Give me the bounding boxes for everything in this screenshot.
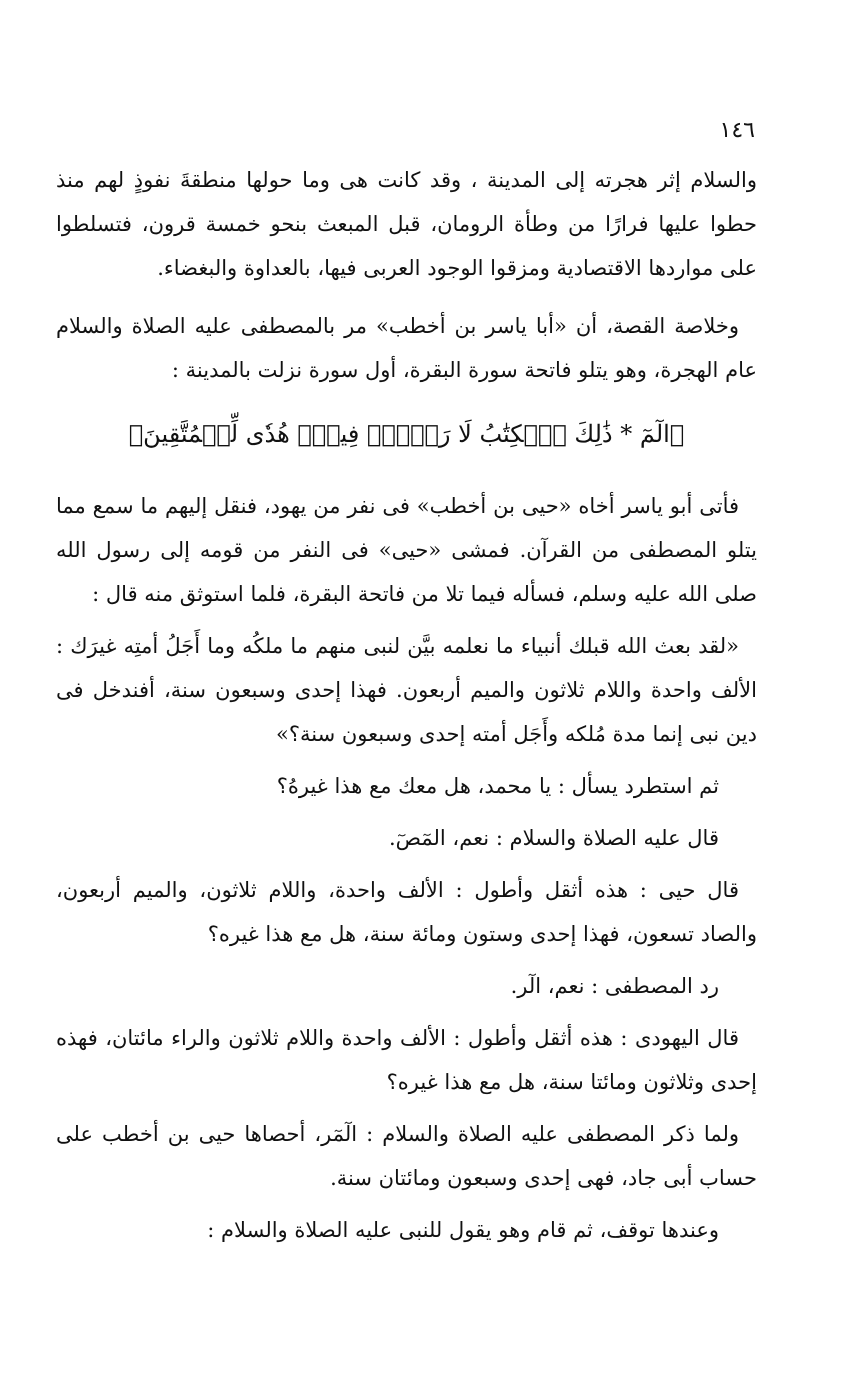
paragraph: قال عليه الصلاة والسلام : نعم، المٓصٓ.	[388, 826, 719, 850]
quran-verse: ﴿الٓمٓ * ذَٰلِكَ ٱلۡكِتَٰبُ لَا رَيۡبَۛ فِيهِۛ هُدٗى لِّلۡمُتَّقِينَ﴾	[128, 420, 685, 448]
paragraph: ولما ذكر المصطفى عليه الصلاة والسلام : الٓمٓر، أحصاها حيى بن أخطب على حساب أبى جاد، فهى إحدى وسبعون ومائتان سنة.	[56, 1122, 757, 1190]
paragraph: والسلام إثر هجرته إلى المدينة ، وقد كانت هى وما حولها منطقةَ نفوذٍ لهم منذ حطوا عليها فرارًا من وطأة الرومان، قبل المبعث بنحو خمسة قرون، فتسلطوا على مواردها الاقتصادية ومزقوا الوجود العربى فيها، بالعداوة والبغضاء.	[56, 168, 757, 280]
paragraph: وخلاصة القصة، أن «أبا ياسر بن أخطب» مر بالمصطفى عليه الصلاة والسلام عام الهجرة، وهو يتلو فاتحة سورة البقرة، أول سورة نزلت بالمدينة :	[56, 314, 757, 382]
paragraph: وعندها توقف، ثم قام وهو يقول للنبى عليه الصلاة والسلام :	[207, 1218, 719, 1242]
paragraph: قال اليهودى : هذه أثقل وأطول : الألف واحدة واللام ثلاثون والراء مائتان، فهذه إحدى وثلاثون ومائتا سنة، هل مع هذا غيره؟	[56, 1026, 757, 1094]
quotation-paragraph: «لقد بعث الله قبلك أنبياء ما نعلمه بيَّن لنبى منهم ما ملكُه وما أَجَلُ أمتِه غيرَك : الألف واحدة واللام ثلاثون والميم أربعون. فهذا إحدى وسبعون سنة، أفندخل فى دين نبى إنما مدة مُلكه وأَجَل أمته إحدى وسبعون سنة؟»	[56, 634, 757, 746]
paragraph: قال حيى : هذه أثقل وأطول : الألف واحدة، واللام ثلاثون، والميم أربعون، والصاد تسعون، فهذا إحدى وستون ومائة سنة، هل مع هذا غيره؟	[56, 878, 757, 946]
page-number: ١٤٦	[719, 118, 755, 143]
body-text	[56, 158, 757, 1252]
paragraph: فأتى أبو ياسر أخاه «حيى بن أخطب» فى نفر من يهود، فنقل إليهم ما سمع مما يتلو المصطفى من القرآن. فمشى «حيى» فى النفر من قومه إلى رسول الله صلى الله عليه وسلم، فسأله فيما تلا من فاتحة البقرة، فلما استوثق منه قال :	[56, 494, 757, 606]
paragraph: رد المصطفى : نعم، الٓر.	[510, 974, 719, 998]
paragraph: ثم استطرد يسأل : يا محمد، هل معك مع هذا غيرهُ؟	[276, 774, 719, 798]
